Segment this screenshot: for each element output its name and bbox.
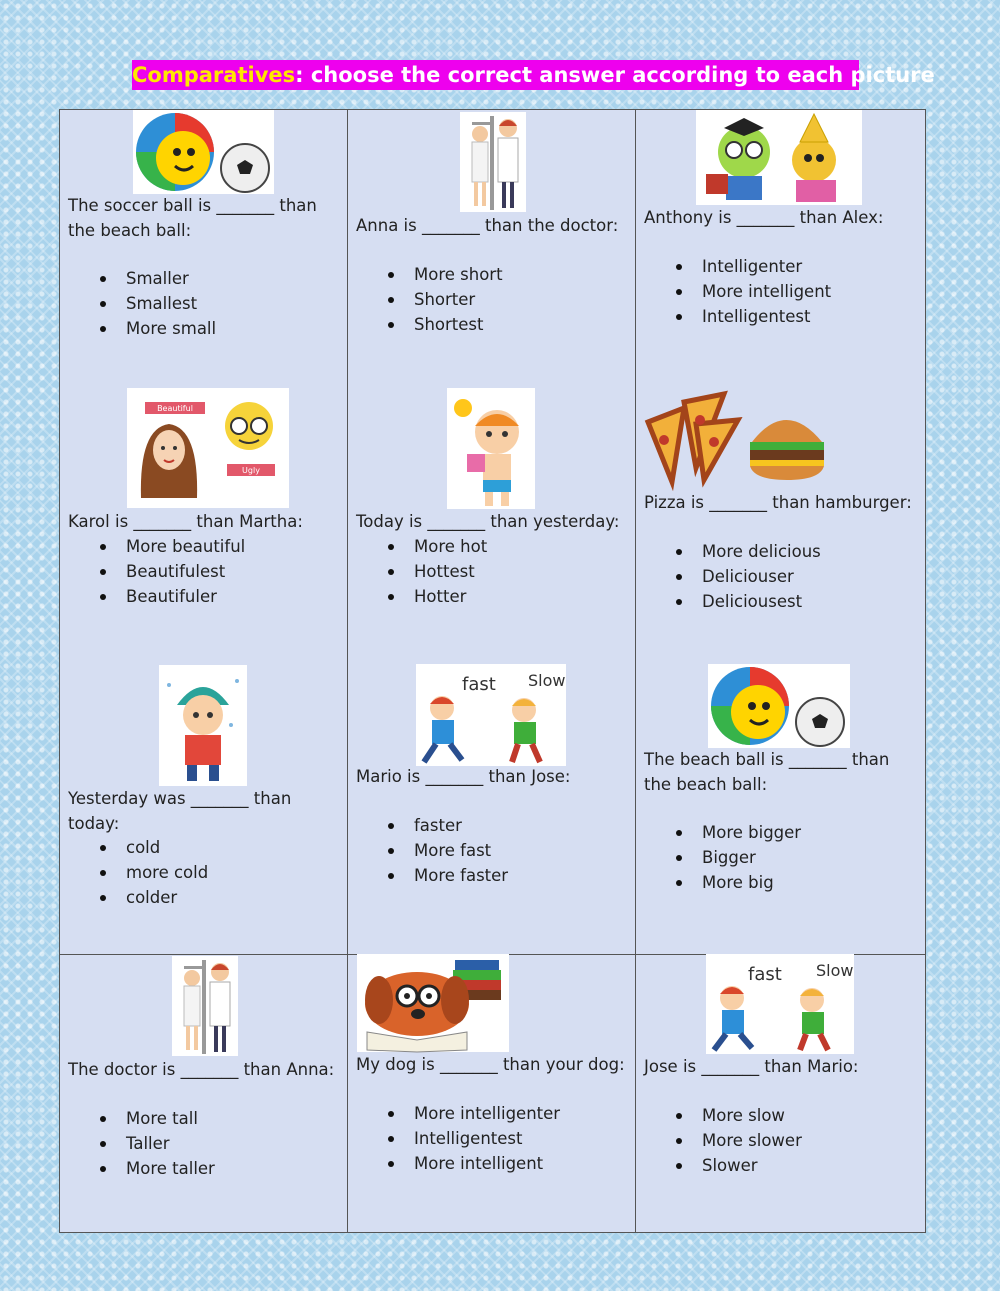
answer-option[interactable]: More short bbox=[356, 263, 626, 288]
beautiful-label: Beautiful bbox=[157, 404, 193, 413]
slow-label: Slow bbox=[816, 961, 854, 980]
hot-day-kid-picture bbox=[447, 388, 535, 509]
question-text: Mario is _______ than Jose: bbox=[356, 767, 571, 786]
dog-with-books-picture bbox=[357, 954, 509, 1052]
answer-option[interactable]: Intelligenter bbox=[644, 255, 914, 280]
worksheet-title bbox=[132, 60, 935, 90]
question-text: Pizza is _______ than hamburger: bbox=[644, 493, 912, 512]
answer-options bbox=[68, 836, 338, 911]
answer-option[interactable]: More big bbox=[644, 871, 914, 896]
beautiful-ugly-picture bbox=[127, 388, 289, 508]
answer-option[interactable]: More intelligent bbox=[644, 280, 914, 305]
answer-option[interactable]: Intelligentest bbox=[356, 1127, 626, 1152]
answer-option[interactable]: Taller bbox=[68, 1132, 338, 1157]
exercise-cell bbox=[644, 748, 914, 896]
answer-option[interactable]: Deliciouser bbox=[644, 565, 914, 590]
question-text: My dog is _______ than your dog: bbox=[356, 1055, 625, 1074]
answer-option[interactable]: cold bbox=[68, 836, 338, 861]
answer-option[interactable]: More taller bbox=[68, 1157, 338, 1182]
answer-options bbox=[356, 263, 626, 338]
fast-slow-runners-picture bbox=[706, 954, 854, 1054]
exercise-cell bbox=[356, 510, 626, 610]
exercise-cell bbox=[68, 510, 338, 610]
answer-option[interactable]: More tall bbox=[68, 1107, 338, 1132]
answer-option[interactable]: Slower bbox=[644, 1154, 914, 1179]
doctor-measuring-girl-picture bbox=[172, 956, 238, 1056]
answer-options bbox=[644, 821, 914, 896]
exercise-cell bbox=[68, 1058, 338, 1182]
question-text: Anthony is _______ than Alex: bbox=[644, 208, 884, 227]
question-text: Yesterday was _______ than today: bbox=[68, 789, 292, 833]
exercise-cell bbox=[356, 214, 626, 338]
fast-label: fast bbox=[462, 674, 496, 695]
exercise-cell bbox=[644, 1055, 914, 1179]
answer-option[interactable]: More intelligenter bbox=[356, 1102, 626, 1127]
cold-day-kid-picture bbox=[159, 665, 247, 786]
pizza-hamburger-picture bbox=[644, 390, 830, 486]
answer-options bbox=[68, 267, 338, 342]
answer-options bbox=[68, 1107, 338, 1182]
question-text: Anna is _______ than the doctor: bbox=[356, 216, 619, 235]
doctor-measuring-girl-picture bbox=[460, 112, 526, 212]
beach-ball-soccer-ball-picture bbox=[133, 110, 274, 194]
exercise-cell bbox=[68, 787, 338, 911]
answer-option[interactable]: More fast bbox=[356, 839, 626, 864]
fast-slow-runners-picture bbox=[416, 664, 566, 766]
answer-option[interactable]: Deliciousest bbox=[644, 590, 914, 615]
title-highlight: Comparatives bbox=[132, 63, 296, 87]
answer-option[interactable]: Smallest bbox=[68, 292, 338, 317]
grid-divider bbox=[635, 110, 636, 1232]
answer-option[interactable]: more cold bbox=[68, 861, 338, 886]
answer-option[interactable]: Shorter bbox=[356, 288, 626, 313]
answer-option[interactable]: More small bbox=[68, 317, 338, 342]
answer-option[interactable]: colder bbox=[68, 886, 338, 911]
title-rest: : choose the correct answer according to each picture bbox=[295, 63, 935, 87]
answer-option[interactable]: Intelligentest bbox=[644, 305, 914, 330]
exercise-cell bbox=[644, 206, 914, 330]
answer-option[interactable]: Hotter bbox=[356, 585, 626, 610]
answer-options bbox=[68, 535, 338, 610]
answer-option[interactable]: More bigger bbox=[644, 821, 914, 846]
ugly-label: Ugly bbox=[242, 466, 260, 475]
answer-option[interactable]: More intelligent bbox=[356, 1152, 626, 1177]
answer-options bbox=[356, 814, 626, 889]
question-text: Jose is _______ than Mario: bbox=[644, 1057, 859, 1076]
exercise-cell bbox=[356, 1053, 626, 1177]
exercise-grid bbox=[59, 109, 926, 1233]
answer-options bbox=[644, 255, 914, 330]
answer-option[interactable]: Smaller bbox=[68, 267, 338, 292]
exercise-cell bbox=[356, 765, 626, 889]
question-text: Karol is _______ than Martha: bbox=[68, 512, 303, 531]
answer-options bbox=[356, 535, 626, 610]
slow-label: Slow bbox=[528, 671, 566, 690]
question-text: The beach ball is _______ than the beach ball: bbox=[644, 750, 890, 794]
answer-options bbox=[644, 1104, 914, 1179]
answer-option[interactable]: More slower bbox=[644, 1129, 914, 1154]
answer-option[interactable]: More faster bbox=[356, 864, 626, 889]
question-text: The doctor is _______ than Anna: bbox=[68, 1060, 335, 1079]
answer-options bbox=[356, 1102, 626, 1177]
answer-option[interactable]: Bigger bbox=[644, 846, 914, 871]
answer-option[interactable]: More hot bbox=[356, 535, 626, 560]
beach-ball-soccer-ball-picture bbox=[708, 664, 850, 748]
answer-option[interactable]: Beautifuler bbox=[68, 585, 338, 610]
answer-options bbox=[644, 540, 914, 615]
question-text: The soccer ball is _______ than the beach ball: bbox=[68, 196, 317, 240]
fast-label: fast bbox=[748, 964, 782, 985]
exercise-cell bbox=[68, 194, 338, 342]
answer-option[interactable]: More slow bbox=[644, 1104, 914, 1129]
answer-option[interactable]: faster bbox=[356, 814, 626, 839]
answer-option[interactable]: Hottest bbox=[356, 560, 626, 585]
two-cartoon-kids-picture bbox=[696, 110, 862, 205]
answer-option[interactable]: More delicious bbox=[644, 540, 914, 565]
question-text: Today is _______ than yesterday: bbox=[356, 512, 620, 531]
exercise-cell bbox=[644, 491, 914, 615]
grid-divider bbox=[347, 110, 348, 1232]
answer-option[interactable]: Beautifulest bbox=[68, 560, 338, 585]
answer-option[interactable]: Shortest bbox=[356, 313, 626, 338]
answer-option[interactable]: More beautiful bbox=[68, 535, 338, 560]
